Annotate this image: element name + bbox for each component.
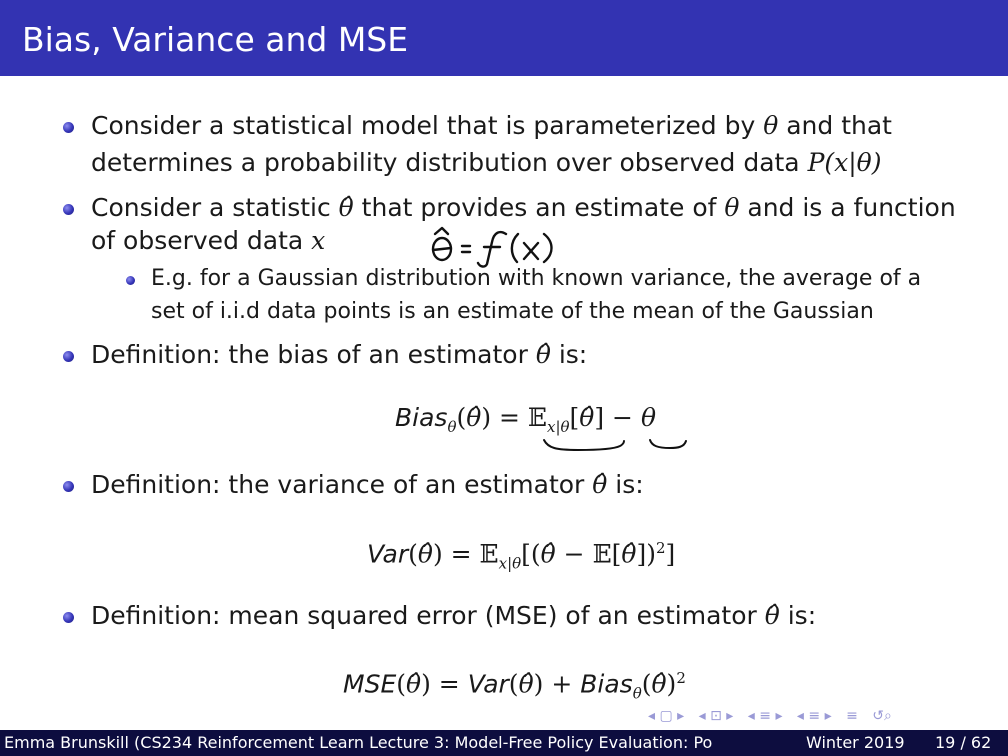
theta-hat-symbol: θ̂	[592, 470, 608, 499]
x-symbol: x	[311, 226, 326, 255]
sub-bullet-line-2: set of i.i.d data points is an estimate of the mean of the Gaussian	[151, 299, 874, 324]
slide-title: Bias, Variance and MSE	[22, 20, 409, 59]
bullet-3	[63, 351, 74, 362]
nav-subsection-icon[interactable]: ◂ ⊡ ▸	[698, 708, 734, 724]
variance-equation: Var(θ̂) = 𝔼$_{x|\theta}$[(θ̂ − 𝔼[θ̂])$^2$]	[367, 539, 676, 573]
prob-expression: P(x|θ)	[807, 148, 882, 177]
nav-section-icon[interactable]: ◂ ≡ ▸	[747, 708, 783, 724]
bullet-2	[63, 204, 74, 215]
sub-bullet-line-1: E.g. for a Gaussian distribution with known variance, the average of a	[151, 266, 922, 291]
nav-section-icon-2[interactable]: ◂ ≡ ▸	[796, 708, 832, 724]
bullet-5-text: Definition: mean squared error (MSE) of an estimator θ̂ is:	[91, 601, 817, 630]
bias-equation: Bias$_\theta$(θ̂) = 𝔼$_{x|\theta}$[θ̂] − θ	[395, 403, 657, 436]
nav-align-icon[interactable]: ≡	[846, 708, 858, 724]
beamer-navigation	[648, 707, 1000, 725]
theta-symbol: θ	[763, 111, 779, 140]
bullet-2-line-2: of observed data x	[91, 226, 326, 255]
theta-hat-symbol: θ̂	[535, 340, 551, 369]
title-bar	[0, 0, 1008, 76]
bullet-1-line-2: determines a probability distribution over observed data P(x|θ)	[91, 148, 882, 177]
theta-symbol: θ	[724, 193, 740, 222]
bullet-1	[63, 122, 74, 133]
bias-underline-marks	[538, 436, 698, 456]
bullet-4	[63, 481, 74, 492]
bullet-3-text: Definition: the bias of an estimator θ̂ is:	[91, 340, 588, 369]
bullet-1-line-1: Consider a statistical model that is parameterized by θ and that	[91, 111, 892, 140]
mse-equation: MSE(θ̂) = Var(θ̂) + Bias$_\theta$(θ̂)$^2$	[343, 669, 686, 703]
footer-date: Winter 2019	[806, 733, 905, 752]
theta-hat-symbol: θ̂	[764, 601, 780, 630]
bullet-4-text: Definition: the variance of an estimator θ̂ is:	[91, 470, 644, 499]
footer-bar	[0, 730, 1008, 756]
theta-hat-symbol: θ̂	[338, 193, 354, 222]
nav-frame-icon[interactable]: ◂ ▢ ▸	[648, 708, 685, 724]
bullet-5	[63, 612, 74, 623]
nav-search-icon[interactable]: ↺⌕	[872, 708, 892, 724]
handwritten-annotation	[420, 220, 620, 268]
footer-author-title: Emma Brunskill (CS234 Reinforcement Learn Lecture 3: Model-Free Policy Evaluation: Po	[4, 733, 713, 752]
footer-page-number: 19 / 62	[935, 733, 992, 752]
sub-bullet	[126, 276, 135, 285]
bullet-2-line-1: Consider a statistic θ̂ that provides an estimate of θ and is a function	[91, 193, 956, 222]
